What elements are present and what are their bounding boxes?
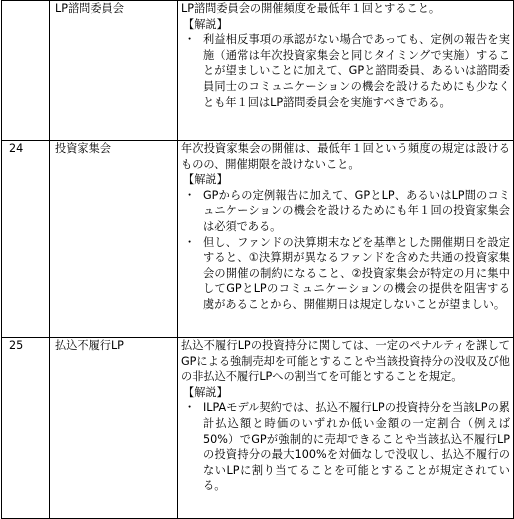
bullet-text: GPからの定例報告に加えて、GPとLP、あるいはLP間のコミュニケーションの機会を設けるためにも年１回の投資家集会は必須である。 (203, 188, 510, 233)
bullet-marker: ・ (184, 401, 196, 415)
commentary-heading: 【解説】 (183, 17, 228, 31)
commentary-bullet (181, 188, 510, 235)
commentary-bullet (181, 400, 510, 494)
bullet-marker: ・ (184, 235, 196, 249)
bullet-text: ILPAモデル契約では、払込不履行LPの投資持分を当該LPの累計払込額と時価のいずれか低い金額の一定割合（例えば50%）でGPが強制的に売却できることや当該払込不履行LPの投資持分の最大100%を対価なしで没収し、払込不履行のないLPに割り当てることを可能とすることが規定されている。 (203, 401, 510, 493)
bullet-text: 但し、ファンドの決算期末などを基準とした開催期日を設定すると、①決算期が異なるファンドを含めた共通の投資家集会の開催の制約になること、②投資家集会が特定の月に集中してGPとLPのコミュニケーションの機会の提供を阻害する虞があることから、開催期日は規定しないことが望ましい。 (203, 235, 510, 311)
commentary-heading: 【解説】 (183, 173, 228, 187)
item-name: 払込不履行LP (50, 338, 178, 519)
table-row (2, 338, 514, 519)
item-name: LP諮問委員会 (50, 1, 178, 141)
table-row (2, 1, 514, 141)
rule-cell (178, 338, 514, 519)
rule-text: 払込不履行LPの投資持分に関しては、一定のペナルティを課してGPによる強制売却を可能とすることや当該投資持分の没収及び他の非払込不履行LPへの割当てを可能とすることを規定。 (181, 339, 510, 384)
commentary-bullet (181, 235, 510, 313)
bullet-marker: ・ (184, 188, 196, 202)
rule-text: 年次投資家集会の開催は、最低年１回という頻度の規定は設けるものの、開催期限を設けないこと。 (181, 142, 510, 171)
rule-text: LP諮問委員会の開催頻度を最低年１回とすること。 (181, 2, 441, 15)
commentary-heading: 【解説】 (183, 385, 228, 399)
rule-cell (178, 141, 514, 338)
provisions-table (1, 0, 514, 519)
item-name: 投資家集会 (50, 141, 178, 338)
table-row (2, 141, 514, 338)
rule-cell (178, 1, 514, 141)
commentary-bullet (181, 32, 510, 110)
bullet-marker: ・ (184, 33, 196, 47)
row-number: 24 (2, 141, 50, 338)
row-number (2, 1, 50, 141)
row-number: 25 (2, 338, 50, 519)
bullet-text: 利益相反事項の承認がない場合であっても、定例の報告を実施（通常は年次投資家集会と同じタイミングで実施）することが望ましいことに加えて、GPと諮問委員、あるいは諮問委員同士のコミュニケーションの機会を設けるためにも少なくとも年１回はLP諮問委員会を実施すべきである。 (203, 33, 510, 109)
